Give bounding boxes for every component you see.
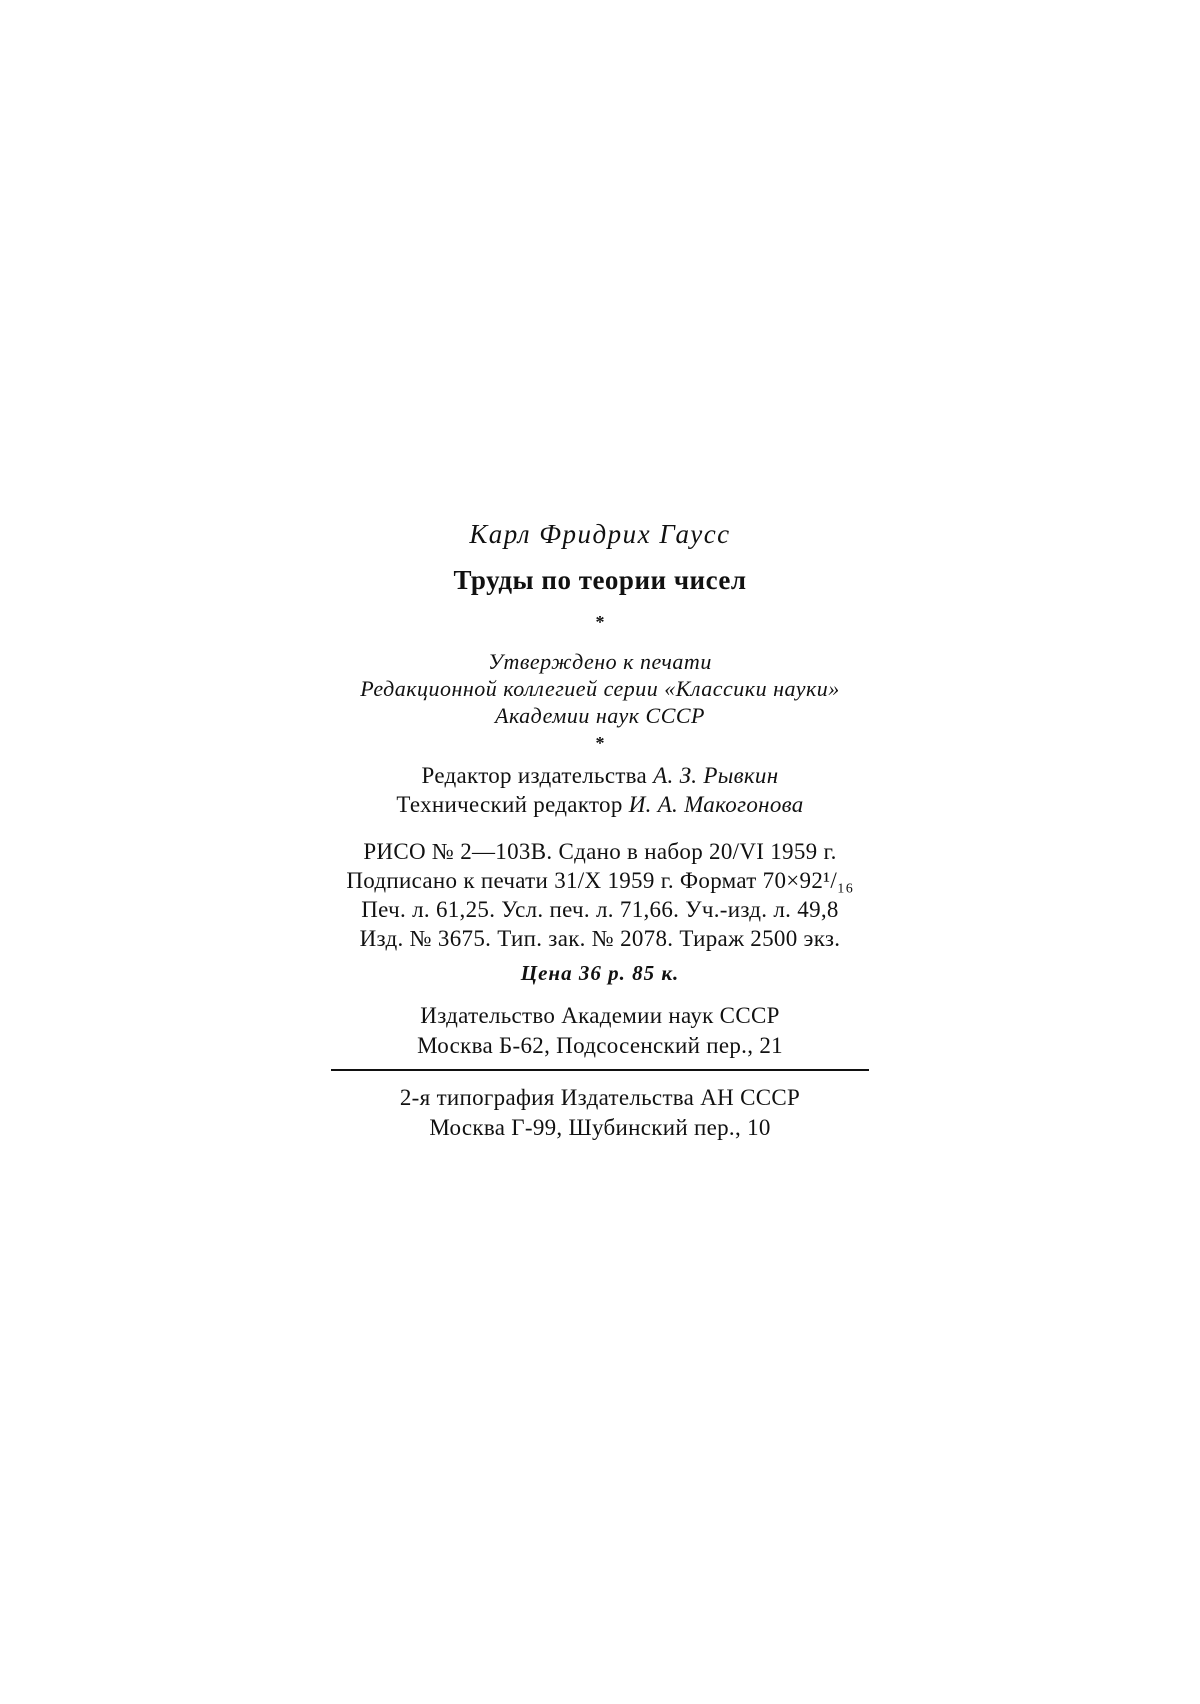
publication-info-line: Печ. л. 61,25. Усл. печ. л. 71,66. Уч.-изд. л. 49,8 bbox=[361, 897, 839, 922]
editor-line bbox=[0, 790, 1200, 819]
approval-block bbox=[0, 648, 1200, 729]
author-name: Карл Фридрих Гаусс bbox=[469, 519, 731, 549]
separator-asterisk: * bbox=[595, 612, 605, 632]
approval-line: Утверждено к печати bbox=[488, 649, 712, 674]
editors-block bbox=[0, 761, 1200, 819]
publisher-block bbox=[0, 1001, 1200, 1061]
editor-role: Технический редактор bbox=[396, 792, 623, 817]
editor-name: А. З. Рывкин bbox=[653, 763, 779, 788]
publication-info bbox=[0, 837, 1200, 953]
printer-line: Москва Г-99, Шубинский пер., 10 bbox=[429, 1115, 771, 1140]
publication-info-line: Изд. № 3675. Тип. зак. № 2078. Тираж 2500 экз. bbox=[359, 926, 841, 951]
colophon bbox=[0, 518, 1200, 1143]
approval-line: Академии наук СССР bbox=[495, 703, 705, 728]
editor-line bbox=[0, 761, 1200, 790]
divider-rule bbox=[331, 1069, 869, 1071]
approval-line: Редакционной коллегией серии «Классики науки» bbox=[360, 676, 840, 701]
editor-role: Редактор издательства bbox=[421, 763, 648, 788]
printer-block bbox=[0, 1083, 1200, 1143]
separator-asterisk: * bbox=[595, 733, 605, 753]
publisher-line: Москва Б-62, Подсосенский пер., 21 bbox=[417, 1033, 783, 1058]
publication-info-line: Подписано к печати 31/X 1959 г. Формат 70×92¹/₁₆ bbox=[346, 868, 854, 893]
printer-line: 2-я типография Издательства АН СССР bbox=[399, 1085, 801, 1110]
editor-name: И. А. Макогонова bbox=[628, 792, 804, 817]
publisher-line: Издательство Академии наук СССР bbox=[420, 1003, 780, 1028]
publication-info-line: РИСО № 2—103В. Сдано в набор 20/VI 1959 г. bbox=[363, 839, 837, 864]
price: Цена 36 р. 85 к. bbox=[520, 961, 680, 985]
book-title: Труды по теории чисел bbox=[453, 565, 747, 595]
